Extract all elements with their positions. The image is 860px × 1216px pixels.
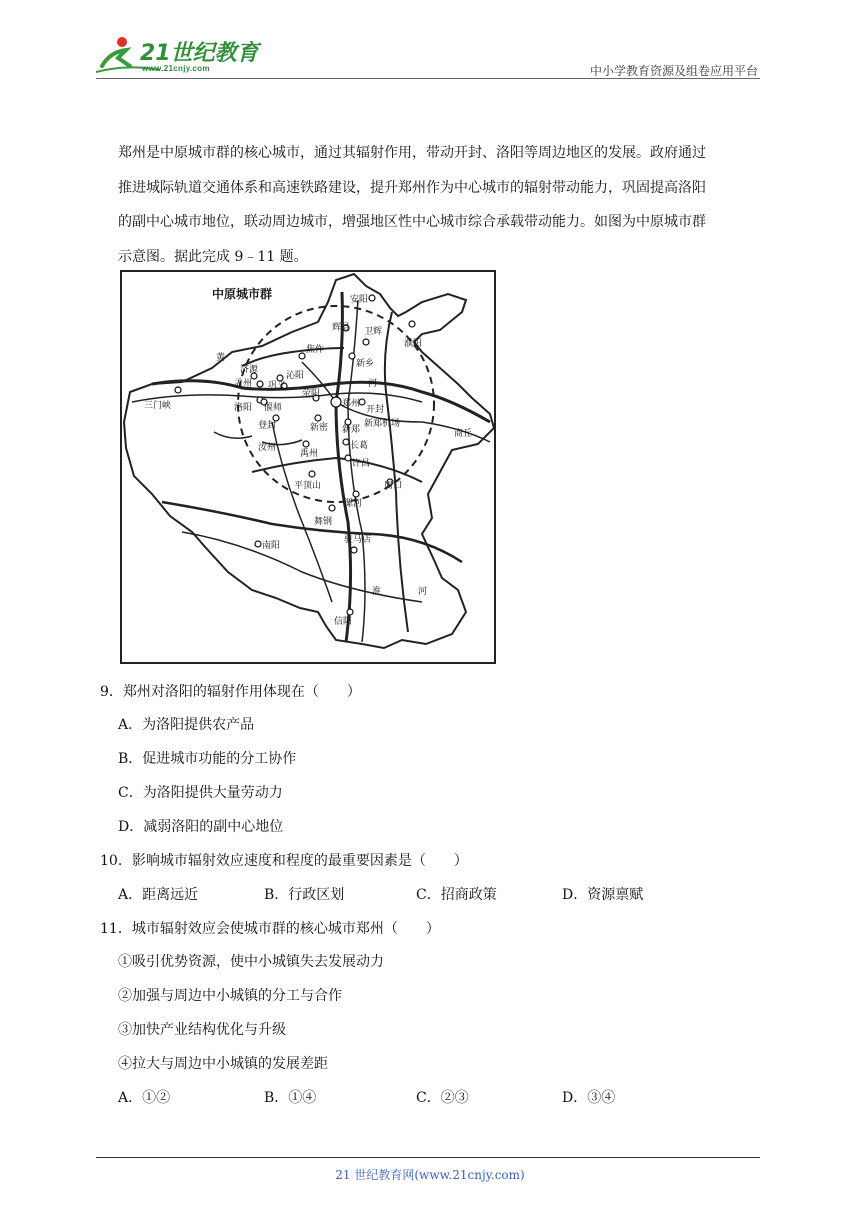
- city-label: 登封: [258, 421, 277, 431]
- intro-line: 推进城际轨道交通体系和高速铁路建设，提升郑州作为中心城市的辐射带动能力，巩固提高洛阳: [118, 179, 706, 196]
- q10-option-b[interactable]: B．行政区划: [264, 887, 345, 903]
- city-label: 平顶山: [294, 481, 322, 491]
- city-label: 河: [368, 379, 378, 389]
- q11-statement: ③加快产业结构优化与升级: [118, 1022, 286, 1038]
- city-label: 新郑机场: [364, 419, 401, 429]
- city-label: 焦作: [306, 345, 325, 355]
- question-9-stem: 9．郑州对洛阳的辐射作用体现在（ ）: [100, 684, 361, 700]
- city-label: 淮: [372, 587, 382, 597]
- city-label: 驻马店: [344, 535, 372, 545]
- intro-line: 郑州是中原城市群的核心城市，通过其辐射作用，带动开封、洛阳等周边地区的发展。政府通过: [118, 145, 706, 161]
- page-header: [96, 36, 760, 80]
- city-label: 濮阳: [404, 339, 423, 349]
- q11-option-b[interactable]: B．①④: [264, 1090, 317, 1106]
- q10-option-a[interactable]: A．距离远近: [118, 887, 199, 903]
- intro-line: 的副中心城市地位，联动周边城市，增强地区性中心城市综合承载带动能力。如图为中原城市群: [118, 214, 706, 230]
- city-label: 信阳: [334, 617, 353, 627]
- city-label: 漯河: [344, 499, 363, 509]
- city-label: 洛阳: [234, 403, 253, 413]
- city-label: 新乡: [356, 359, 375, 369]
- logo-url: www.21cnjy.com: [142, 64, 210, 73]
- city-label: 巩义: [268, 381, 287, 391]
- q9-option-a[interactable]: A．为洛阳提供农产品: [118, 717, 255, 733]
- city-label: 南阳: [262, 541, 281, 551]
- city-label: 禹州: [300, 449, 319, 459]
- city-label: 河: [418, 587, 428, 597]
- city-label: 许昌: [352, 459, 371, 469]
- question-10-stem: 10．影响城市辐射效应速度和程度的最重要因素是（ ）: [100, 853, 468, 869]
- city-label: 偃师: [264, 403, 283, 413]
- intro-line: 示意图。据此完成 9﹣11 题。: [118, 248, 308, 265]
- q10-option-c[interactable]: C．招商政策: [416, 887, 497, 903]
- city-label: 辉县: [332, 323, 351, 333]
- city-label: 济源: [240, 365, 259, 375]
- q10-option-d[interactable]: D．资源禀赋: [562, 887, 644, 903]
- q11-option-d[interactable]: D．③④: [562, 1090, 616, 1106]
- city-label: 黄: [216, 353, 226, 363]
- city-label: 三门峡: [144, 401, 172, 411]
- central-plains-map: [120, 270, 496, 664]
- city-label: 商丘: [454, 429, 473, 439]
- city-label: 安阳: [350, 295, 369, 305]
- q11-option-a[interactable]: A．①②: [118, 1090, 171, 1106]
- q9-option-c[interactable]: C．为洛阳提供大量劳动力: [118, 785, 283, 801]
- city-label: 长葛: [350, 441, 369, 451]
- q11-statement: ④拉大与周边中小城镇的发展差距: [118, 1056, 328, 1072]
- intro-paragraph: [118, 136, 764, 274]
- city-label: 郑州: [342, 399, 361, 409]
- map-svg: [122, 272, 494, 662]
- question-11-stem: 11．城市辐射效应会使城市群的核心城市郑州（ ）: [100, 921, 440, 937]
- city-label: 开封: [366, 405, 385, 415]
- q9-option-b[interactable]: B．促进城市功能的分工协作: [118, 751, 297, 767]
- map-title: 中原城市群: [212, 287, 273, 301]
- header-divider: [96, 78, 760, 79]
- q11-statement: ①吸引优势资源，使中小城镇失去发展动力: [118, 954, 384, 970]
- city-label: 周口: [384, 481, 403, 491]
- city-label: 新郑: [342, 425, 361, 435]
- footer-link[interactable]: 21 世纪教育网(www.21cnjy.com): [335, 1168, 525, 1182]
- q11-option-c[interactable]: C．②③: [416, 1090, 469, 1106]
- city-label: 卫辉: [364, 327, 383, 337]
- q11-statement: ②加强与周边中小城镇的分工与合作: [118, 988, 342, 1004]
- city-label: 荥阳: [302, 389, 321, 399]
- logo-text: 21世纪教育: [140, 41, 259, 66]
- city-label: 汝州: [258, 443, 277, 453]
- city-label: 孟州: [234, 379, 253, 389]
- platform-name: 中小学教育资源及组卷应用平台: [589, 64, 758, 78]
- city-label: 舞钢: [314, 517, 333, 527]
- footer-divider: [96, 1157, 760, 1158]
- city-label: 沁阳: [286, 371, 305, 381]
- city-label: 新密: [310, 423, 329, 433]
- q9-option-d[interactable]: D．减弱洛阳的副中心地位: [118, 819, 284, 835]
